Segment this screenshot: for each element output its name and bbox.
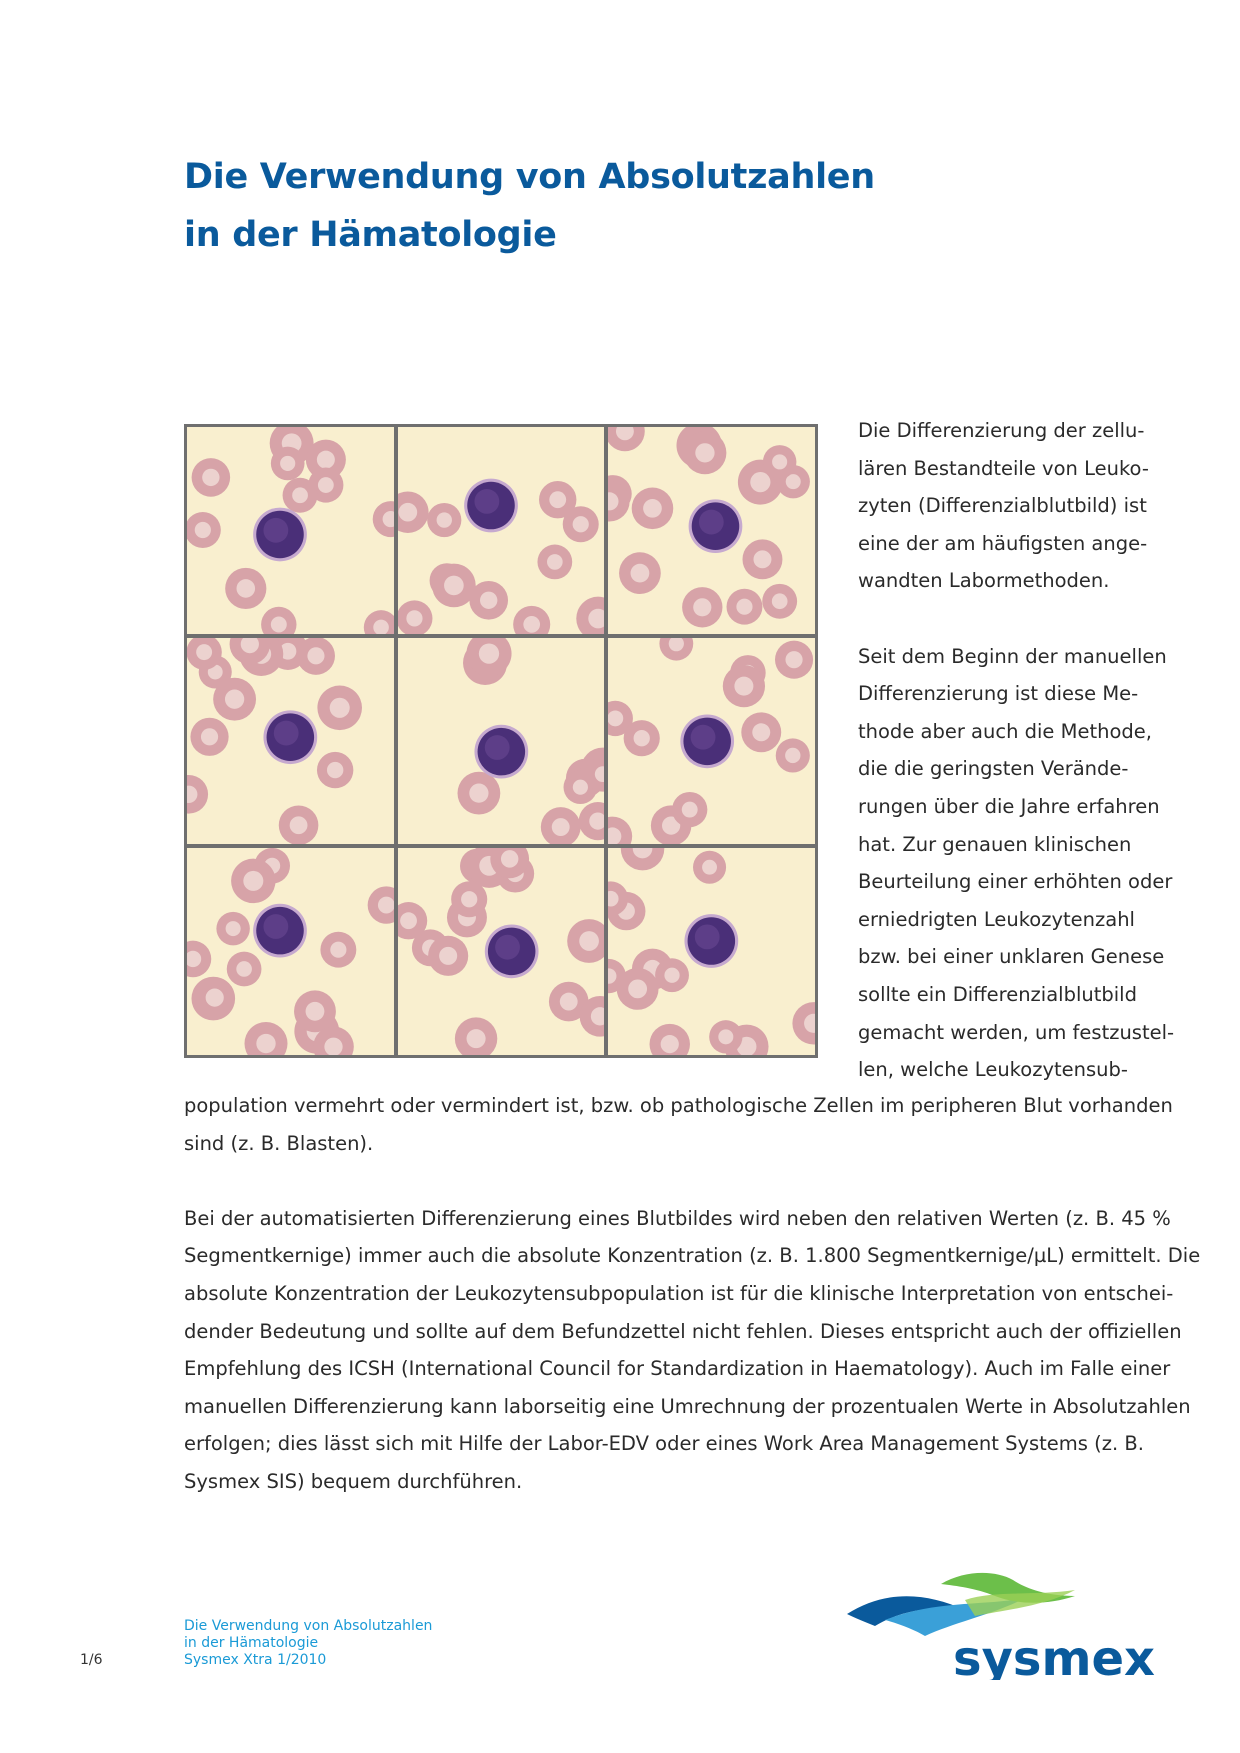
text-line: eine der am häufigsten ange-	[858, 531, 1148, 555]
text-line: Segmentkernige) immer auch die absolute Konzentration (z. B. 1.800 Segmentkernige/µL) ermittelt. Die	[184, 1244, 1201, 1268]
text-line: manuellen Differenzierung kann laborseitig eine Umrechnung der prozentualen Werte in Absolutzahlen	[184, 1394, 1191, 1418]
text-line: population vermehrt oder vermindert ist, bzw. ob pathologische Zellen im peripheren Blut vorhanden	[184, 1094, 1173, 1117]
text-line: erniedrigten Leukozytenzahl	[858, 907, 1135, 931]
text-line: gemacht werden, um festzustel-	[858, 1020, 1175, 1044]
lymphocyte-micrograph	[398, 427, 605, 634]
text-line: rungen über die Jahre erfahren	[858, 794, 1160, 818]
text-line: hat. Zur genauen klinischen	[858, 832, 1132, 856]
text-line: sollte ein Differenzialblutbild	[858, 982, 1137, 1006]
text-line: Seit dem Beginn der manuellen	[858, 644, 1167, 668]
lymphocyte-micrograph	[187, 638, 394, 845]
body-paragraph-1	[184, 1087, 1184, 1162]
lymphocyte-micrograph	[187, 848, 394, 1055]
text-line: zyten (Differenzialblutbild) ist	[858, 494, 1147, 518]
lymphocyte-micrograph	[608, 638, 815, 845]
footer-citation	[184, 1618, 432, 1669]
lymphocyte-micrograph	[187, 427, 394, 634]
lymphocyte-micrograph	[608, 848, 815, 1055]
text-line: thode aber auch die Methode,	[858, 719, 1152, 743]
text-line: wandten Labormethoden.	[858, 569, 1110, 593]
text-line: bzw. bei einer unklaren Genese	[858, 945, 1165, 969]
page-title-line: in der Hämatologie	[184, 215, 557, 255]
body-text	[184, 1087, 1201, 1501]
intro-text-column	[858, 412, 1188, 1089]
sysmex-logo-mark	[845, 1570, 1155, 1680]
text-line: sind (z. B. Blasten).	[184, 1131, 374, 1155]
body-paragraph-2	[184, 1200, 1201, 1501]
text-line: Differenzierung ist diese Me-	[858, 682, 1139, 706]
text-line: lären Bestandteile von Leuko-	[858, 456, 1149, 480]
text-line: Empfehlung des ICSH (International Council for Standardization in Haematology). Auch im Falle einer	[184, 1357, 1171, 1381]
text-line: dender Bedeutung und sollte auf dem Befundzettel nicht fehlen. Dieses entspricht auch der offiziellen	[184, 1319, 1182, 1343]
sysmex-logo-text: sysmex	[953, 1631, 1155, 1680]
footer-line: Die Verwendung von Absolutzahlen	[184, 1618, 433, 1634]
page-title	[184, 148, 1084, 264]
footer-line: Sysmex Xtra 1/2010	[184, 1652, 327, 1668]
text-line: Bei der automatisierten Differenzierung eines Blutbildes wird neben den relativen Werten (z. B. 45 %	[184, 1206, 1171, 1230]
text-line: Die Differenzierung der zellu-	[858, 419, 1145, 442]
page-number: 1/6	[80, 1652, 103, 1668]
sysmex-logo	[845, 1570, 1155, 1680]
footer-line: in der Hämatologie	[184, 1635, 319, 1651]
lymphocyte-micrograph	[398, 848, 605, 1055]
page-title-line: Die Verwendung von Absolutzahlen	[184, 157, 875, 197]
intro-paragraph-2	[858, 638, 1188, 1089]
text-line: erfolgen; dies lässt sich mit Hilfe der Labor-EDV oder eines Work Area Management Systems (z. B.	[184, 1432, 1144, 1456]
blood-smear-image-grid	[184, 424, 818, 1058]
text-line: absolute Konzentration der Leukozytensubpopulation ist für die klinische Interpretation von entschei-	[184, 1281, 1174, 1305]
text-line: die die geringsten Verände-	[858, 757, 1129, 781]
lymphocyte-micrograph	[398, 638, 605, 845]
text-line: len, welche Leukozytensub-	[858, 1058, 1128, 1082]
lymphocyte-micrograph	[608, 427, 815, 634]
intro-paragraph-1	[858, 412, 1188, 600]
text-line: Beurteilung einer erhöhten oder	[858, 870, 1173, 894]
text-line: Sysmex SIS) bequem durchführen.	[184, 1469, 523, 1493]
